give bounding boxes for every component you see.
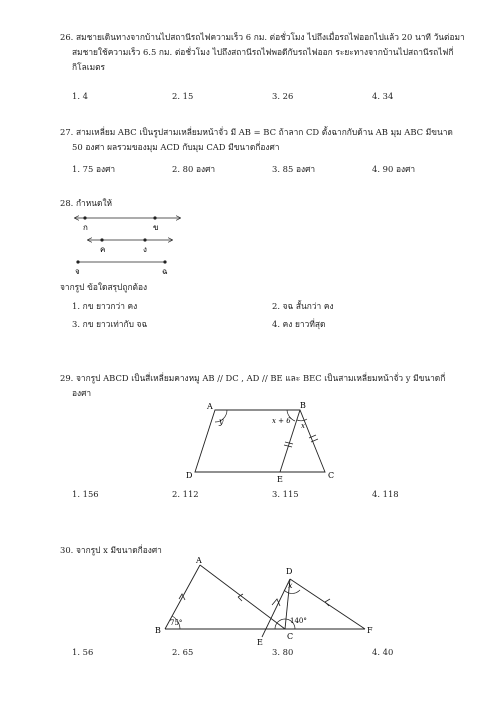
question-27 <box>60 125 453 155</box>
q29-choice-3[interactable]: 3. 115 <box>272 489 299 499</box>
label-angle-b: 75° <box>170 619 183 627</box>
q30-choice-2[interactable]: 2. 65 <box>172 647 194 657</box>
label-b: B <box>155 626 161 635</box>
q27-choice-1[interactable]: 1. 75 องศา <box>72 164 116 174</box>
label-chho: ฉ <box>162 267 168 276</box>
q27-choice-3[interactable]: 3. 85 องศา <box>272 164 316 174</box>
q26-choice-1[interactable]: 1. 4 <box>72 91 88 101</box>
q29-choice-4[interactable]: 4. 118 <box>372 489 399 499</box>
label-angle-c: 140° <box>290 617 307 625</box>
label-ngo: ง <box>143 245 147 254</box>
point-khor <box>153 216 156 219</box>
label-b: B <box>300 401 306 410</box>
label-ko: ก <box>83 223 88 232</box>
label-c: C <box>287 632 294 641</box>
q26-text-line1: 26. สมชายเดินทางจากบ้านไปสถานีรถไฟความเร็ว 6 กม. ต่อชั่วโมง ไปถึงเมื่อรถไฟออกไปแล้ว 20 นาที วันต่อมา <box>60 32 465 42</box>
q28-choice-2[interactable]: 2. จฉ สั้นกว่า คง <box>272 301 334 311</box>
q26-text-line2: สมชายใช้ความเร็ว 6.5 กม. ต่อชั่วโมง ไปถึงสถานีรถไฟพอดีกับรถไฟออก ระยะทางจากบ้านไปสถานีรถไฟกี่ <box>72 47 454 57</box>
q28-question-prompt <box>60 280 445 295</box>
point-chho <box>163 260 166 263</box>
point-ko <box>83 216 86 219</box>
label-khor: ข <box>153 223 159 232</box>
label-a: A <box>207 402 213 411</box>
label-xplus6: x + 6 <box>272 417 291 425</box>
q28-choice-3[interactable]: 3. กข ยาวเท่ากับ จฉ <box>72 319 148 329</box>
q27-text-line2: 50 องศา ผลรวมของมุม ACD กับมุม CAD มีขนาดกี่องศา <box>72 142 280 152</box>
point-cho <box>76 260 79 263</box>
q26-choice-3[interactable]: 3. 26 <box>272 91 294 101</box>
trapezoid-abcd <box>195 410 325 472</box>
parallel-mark-ed <box>272 599 280 606</box>
q29-text-line1: 29. จากรูป ABCD เป็นสี่เหลี่ยมคางหมู AB // DC , AD // BE และ BEC เป็นสามเหลี่ยมหน้าจั่ว y มีขนาดกี่ <box>60 373 446 383</box>
segment-ed <box>262 579 290 637</box>
question-26 <box>60 30 465 75</box>
q28-text-line1: 28. กำหนดให้ <box>60 198 113 208</box>
label-d: D <box>186 471 193 480</box>
arrow-mark-ac <box>238 594 243 601</box>
q26-choice-4[interactable]: 4. 34 <box>372 91 394 101</box>
q29-trapezoid-figure <box>175 400 360 490</box>
point-ngo <box>143 238 146 241</box>
q30-choice-3[interactable]: 3. 80 <box>272 647 294 657</box>
q30-choice-1[interactable]: 1. 56 <box>72 647 94 657</box>
q29-choice-1[interactable]: 1. 156 <box>72 489 99 499</box>
point-kho <box>100 238 103 241</box>
label-cho: จ <box>75 267 80 276</box>
label-f: F <box>367 626 373 635</box>
q27-text-line1: 27. สามเหลี่ยม ABC เป็นรูปสามเหลี่ยมหน้าจั่ว มี AB = BC ถ้าลาก CD ตั้งฉากกับด้าน AB มุม ABC มีขนาด <box>60 127 453 137</box>
label-d: D <box>286 567 293 576</box>
label-x: x <box>288 581 293 590</box>
q29-choice-2[interactable]: 2. 112 <box>172 489 199 499</box>
q30-text-line1: 30. จากรูป x มีขนาดกี่องศา <box>60 545 162 555</box>
q27-choice-4[interactable]: 4. 90 องศา <box>372 164 416 174</box>
label-y: y <box>219 417 224 426</box>
q28-segments-figure <box>60 210 200 278</box>
q30-triangles-figure <box>150 557 375 647</box>
label-c: C <box>328 471 335 480</box>
label-e: E <box>277 475 283 484</box>
segment-ac <box>200 565 285 629</box>
label-e: E <box>257 638 263 647</box>
angle-x-arc <box>284 590 300 593</box>
label-kho: ค <box>100 245 106 254</box>
q29-text-line2: องศา <box>72 388 92 398</box>
q28-choice-4[interactable]: 4. คง ยาวที่สุด <box>272 319 326 329</box>
q28-choice-1[interactable]: 1. กข ยาวกว่า คง <box>72 301 138 311</box>
question-28 <box>60 196 445 211</box>
q26-text-line3: กิโลเมตร <box>72 62 106 72</box>
label-a: A <box>196 557 202 565</box>
q26-choice-2[interactable]: 2. 15 <box>172 91 194 101</box>
label-x: x <box>301 422 305 430</box>
question-29 <box>60 371 445 401</box>
q28-text-line2: จากรูป ข้อใดสรุปถูกต้อง <box>60 282 148 292</box>
question-30 <box>60 543 445 558</box>
angle-x-arc <box>297 419 307 421</box>
q30-choice-4[interactable]: 4. 40 <box>372 647 394 657</box>
q27-choice-2[interactable]: 2. 80 องศา <box>172 164 216 174</box>
